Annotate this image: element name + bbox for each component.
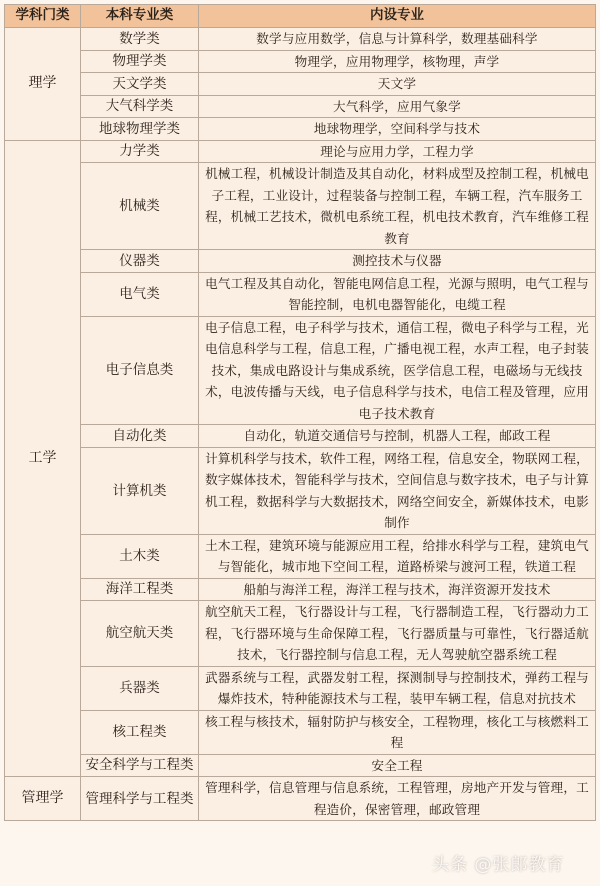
- table-row: [5, 272, 596, 316]
- subjects-cell: 电子信息工程，电子科学与技术，通信工程，微电子科学与工程，光电信息科学与工程，信息工程，广播电视工程，水声工程，电子封装技术，集成电路设计与集成系统，医学信息工程，电磁场与无线技术，电波传播与天线，电子信息科学与技术，电信工程及管理，应用电子技术教育: [199, 316, 596, 425]
- major-cell: 机械类: [81, 163, 199, 250]
- subjects-cell: 土木工程，建筑环境与能源应用工程，给排水科学与工程，建筑电气与智能化，城市地下空间工程，道路桥梁与渡河工程，铁道工程: [199, 534, 596, 578]
- watermark: 头条 @张郎教育: [432, 855, 565, 875]
- table-row: [5, 710, 596, 754]
- table-row: [5, 163, 596, 250]
- major-cell: 天文学类: [81, 73, 199, 96]
- table-row: [5, 140, 596, 163]
- major-cell: 计算机类: [81, 447, 199, 534]
- table-row: [5, 534, 596, 578]
- major-cell: 核工程类: [81, 710, 199, 754]
- category-science: 理学: [5, 28, 81, 141]
- subjects-cell: 航空航天工程，飞行器设计与工程，飞行器制造工程，飞行器动力工程，飞行器环境与生命保障工程，飞行器质量与可靠性，飞行器适航技术，飞行器控制与信息工程，无人驾驶航空器系统工程: [199, 601, 596, 667]
- table-row: [5, 73, 596, 96]
- major-cell: 管理科学与工程类: [81, 777, 199, 821]
- table-row: [5, 28, 596, 51]
- subjects-cell: 计算机科学与技术，软件工程，网络工程，信息安全，物联网工程，数字媒体技术，智能科学与技术，空间信息与数字技术，电子与计算机工程，数据科学与大数据技术，网络空间安全，新媒体技术，电影制作: [199, 447, 596, 534]
- subjects-cell: 数学与应用数学，信息与计算科学，数理基础科学: [199, 28, 596, 51]
- major-cell: 自动化类: [81, 425, 199, 448]
- subjects-cell: 大气科学，应用气象学: [199, 95, 596, 118]
- subjects-cell: 地球物理学，空间科学与技术: [199, 118, 596, 141]
- major-cell: 物理学类: [81, 50, 199, 73]
- major-cell: 海洋工程类: [81, 578, 199, 601]
- category-engineering: 工学: [5, 140, 81, 777]
- subjects-cell: 物理学，应用物理学，核物理，声学: [199, 50, 596, 73]
- major-cell: 仪器类: [81, 250, 199, 273]
- subjects-cell: 测控技术与仪器: [199, 250, 596, 273]
- subjects-cell: 电气工程及其自动化，智能电网信息工程，光源与照明，电气工程与智能控制，电机电器智能化，电缆工程: [199, 272, 596, 316]
- header-category: 学科门类: [5, 5, 81, 28]
- major-cell: 兵器类: [81, 666, 199, 710]
- major-cell: 土木类: [81, 534, 199, 578]
- major-cell: 数学类: [81, 28, 199, 51]
- major-cell: 安全科学与工程类: [81, 754, 199, 777]
- subjects-cell: 理论与应用力学，工程力学: [199, 140, 596, 163]
- table-row: [5, 250, 596, 273]
- major-cell: 电气类: [81, 272, 199, 316]
- table-row: [5, 118, 596, 141]
- table-row: [5, 50, 596, 73]
- subjects-cell: 机械工程，机械设计制造及其自动化，材料成型及控制工程，机械电子工程，工业设计，过程装备与控制工程，车辆工程，汽车服务工程，机械工艺技术，微机电系统工程，机电技术教育，汽车维修工程教育: [199, 163, 596, 250]
- table-row: [5, 777, 596, 821]
- header-major: 本科专业类: [81, 5, 199, 28]
- major-cell: 地球物理学类: [81, 118, 199, 141]
- subjects-cell: 管理科学，信息管理与信息系统，工程管理，房地产开发与管理，工程造价，保密管理，邮政管理: [199, 777, 596, 821]
- subjects-cell: 自动化，轨道交通信号与控制，机器人工程，邮政工程: [199, 425, 596, 448]
- major-cell: 航空航天类: [81, 601, 199, 667]
- discipline-table: [4, 4, 596, 821]
- table-row: [5, 447, 596, 534]
- table-row: [5, 601, 596, 667]
- table-row: [5, 578, 596, 601]
- table-row: [5, 754, 596, 777]
- table-row: [5, 666, 596, 710]
- header-row: [5, 5, 596, 28]
- table-row: [5, 316, 596, 425]
- subjects-cell: 武器系统与工程，武器发射工程，探测制导与控制技术，弹药工程与爆炸技术，特种能源技术与工程，装甲车辆工程，信息对抗技术: [199, 666, 596, 710]
- category-management: 管理学: [5, 777, 81, 821]
- major-cell: 大气科学类: [81, 95, 199, 118]
- major-cell: 力学类: [81, 140, 199, 163]
- subjects-cell: 船舶与海洋工程，海洋工程与技术，海洋资源开发技术: [199, 578, 596, 601]
- subjects-cell: 天文学: [199, 73, 596, 96]
- table-row: [5, 95, 596, 118]
- table-row: [5, 425, 596, 448]
- subjects-cell: 安全工程: [199, 754, 596, 777]
- subjects-cell: 核工程与核技术，辐射防护与核安全，工程物理，核化工与核燃料工程: [199, 710, 596, 754]
- header-subjects: 内设专业: [199, 5, 596, 28]
- major-cell: 电子信息类: [81, 316, 199, 425]
